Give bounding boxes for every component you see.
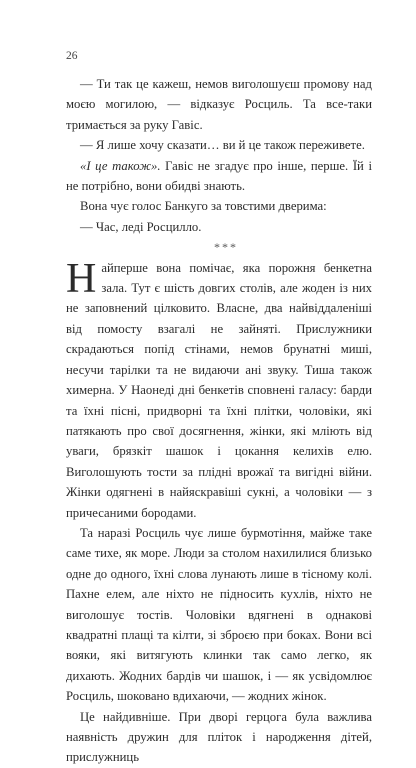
page-text [66, 74, 372, 768]
italic-quote: «І це також». [80, 158, 161, 173]
paragraph: — Ти так це кажеш, немов виголошуєш промову над моєю могилою, — відказує Росциль. Та все-таки тримається за руку Гавіс. [66, 77, 372, 132]
dropcap-paragraph-text: айперше вона помічає, яка порожня бенкетна зала. Тут є шість довгих столів, але жоден із них не заповнений цілковито. Власне, два найвіддаленіші від помосту взагалі не зайняті. Прислужники скрадаються попід стінами, немов брунатні миші, несучи тарілки та не видаючи ані звуку. Тиша також химерна. У Наонеді дні бенкетів сповнені галасу: барди та їхні пісні, придворні та їхні плітки, чоловіки, які патякають про свої досягнення, жінки, які мліють від уваги, брязкіт шашок і цокання келихів елю. Виголошують тости за плідні врожаї та вигідні війни. Жінки одягнені в найяскравіші сукні, а чоловіки — з причесаними бородами. [66, 260, 372, 520]
paragraph: — Час, леді Росцилло. [80, 219, 202, 234]
paragraph: Та наразі Росциль чує лише бурмотіння, майже таке саме тихе, як море. Люди за столом нахилилися близько одне до одного, їхні слова лунають лише в тісному колі. Пахне елем, але ніхто не підносить кухлів, ніхто не виголошує тостів. Чоловіки вдягнені в однакові квадратні плащі та кілти, зі зброєю при боках. Вони всі вояки, які витягують клинки так само легко, як дихають. Жодних бардів чи шашок, і — як усвідомлює Росциль, шоковано вдихаючи, — жодних жінок. [66, 525, 372, 704]
section-separator: *** [214, 240, 238, 255]
page-number: 26 [66, 50, 78, 62]
paragraph: Вона чує голос Банкуго за товстими дверима: [80, 199, 327, 214]
drop-cap: Н [66, 255, 97, 302]
paragraph: Це найдивніше. При дворі герцога була важлива наявність дружин для пліток і народження дітей, прислужниць [66, 709, 372, 765]
paragraph [66, 156, 372, 197]
paragraph-rest: Гавіс не згадує про інше, перше. Їй і не потрібно, вони обидві знають. [66, 158, 372, 194]
paragraph: — Я лише хочу сказати… ви й це також переживете. [80, 138, 365, 153]
dropcap-paragraph [66, 255, 372, 523]
